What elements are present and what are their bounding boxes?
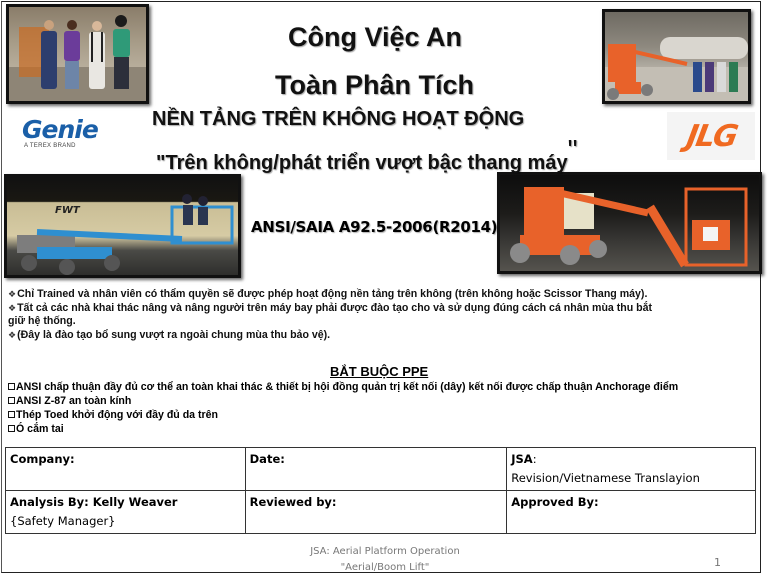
ppe-item-text: Thép Toed khởi động với đầy đủ da trên: [16, 409, 219, 421]
jlg-logo: [667, 112, 755, 160]
crew-illustration: [605, 12, 748, 101]
jsa-info-table: [5, 447, 756, 534]
genie-boom-lift-photo: [4, 174, 241, 278]
reviewed-by-cell: [245, 491, 507, 534]
genie-wordmark: Genie: [22, 115, 98, 144]
ppe-heading: BẮT BUỘC PPE: [330, 364, 429, 379]
approved-by-cell: [507, 491, 756, 534]
company-cell: [6, 448, 246, 491]
ppe-item: [8, 394, 678, 408]
footer-line-1: JSA: Aerial Platform Operation: [310, 546, 460, 557]
diamond-bullet-icon: ❖: [8, 329, 17, 340]
checkbox-icon: [8, 397, 15, 404]
genie-boom-illustration: [7, 177, 238, 275]
jlg-boom-illustration: [500, 175, 759, 271]
bullet-item-continuation: [8, 315, 758, 329]
subtitle-line-1: NỀN TẢNG TRÊN KHÔNG HOẠT ĐỘNG: [152, 108, 525, 130]
jlg-boom-lift-photo: [497, 172, 762, 274]
bullet-text: giữ hệ thống.: [8, 315, 76, 328]
title-line-2: Toàn Phân Tích: [275, 70, 475, 100]
ppe-item: [8, 408, 678, 422]
workers-illustration: [9, 7, 146, 101]
jsa-label-colon: :: [532, 452, 537, 466]
date-cell: [245, 448, 507, 491]
page-number: 1: [714, 556, 721, 569]
ansi-standard-label: ANSI/SAIA A92.5-2006(R2014): [251, 218, 498, 236]
date-label: Date:: [249, 452, 285, 466]
bullet-text: Chỉ Trained và nhân viên có thẩm quyền sẽ được phép hoạt động nền tảng trên không (trên không hoặc Scissor Thang máy).: [17, 288, 648, 300]
checkbox-icon: [8, 425, 15, 432]
bullet-text: (Đây là đào tạo bổ sung vượt ra ngoài chung mùa thu bảo vệ).: [17, 328, 331, 341]
jsa-revision-value: Revision/Vietnamese Translayion: [511, 471, 700, 485]
reviewed-by-label: Reviewed by:: [249, 495, 337, 509]
analysis-by-label: Analysis By: Kelly Weaver: [10, 495, 178, 509]
slide-footer: [300, 544, 470, 576]
checkbox-icon: [8, 411, 15, 418]
bullet-text: Tất cả các nhà khai thác nâng và nâng người trên máy bay phải được đào tạo cho và sử dụng đúng cách cá nhân mùa thu bắt: [17, 301, 653, 314]
company-label: Company:: [10, 452, 75, 466]
analysis-by-role: {Safety Manager}: [10, 514, 116, 528]
jlg-wordmark: JLG: [683, 118, 739, 154]
svg-text:FWT: FWT: [55, 205, 80, 216]
table-row: [6, 491, 756, 534]
table-row: [6, 448, 756, 491]
ppe-item-text: ANSI chấp thuận đầy đủ cơ thể an toàn khai thác & thiết bị hội đồng quản trị kết nối (dây) kết nối được chấp thuận Anchorage điểm: [16, 381, 679, 393]
workers-harness-photo: [6, 4, 149, 104]
requirements-list: [8, 288, 758, 342]
footer-line-2: "Aerial/Boom Lift": [340, 562, 430, 573]
ppe-checklist: [8, 380, 678, 436]
ppe-item: [8, 380, 678, 394]
diamond-bullet-icon: ❖: [8, 302, 17, 313]
analysis-by-cell: [6, 491, 246, 534]
genie-tagline: A TEREX BRAND: [24, 143, 76, 149]
bullet-item: [8, 329, 758, 343]
subtitle-line-2-text: "Trên không/phát triển vượt bậc thang máy: [156, 152, 568, 174]
subtitle-line-2: [156, 134, 578, 176]
ppe-item-text: ANSI Z-87 an toàn kính: [16, 395, 132, 407]
title-line-1: Công Việc An: [288, 22, 463, 52]
ppe-item-text: Ó cắm tai: [16, 423, 64, 435]
bullet-item: [8, 302, 758, 316]
closing-quote: ": [567, 134, 578, 165]
genie-logo: [22, 117, 112, 153]
diamond-bullet-icon: ❖: [8, 289, 17, 299]
bullet-item: [8, 288, 758, 302]
jsa-cell: [507, 448, 756, 491]
checkbox-icon: [8, 383, 15, 390]
jlg-crew-photo: [602, 9, 751, 104]
approved-by-label: Approved By:: [511, 495, 599, 509]
jsa-label: JSA: [511, 452, 533, 466]
ppe-item: [8, 422, 678, 436]
